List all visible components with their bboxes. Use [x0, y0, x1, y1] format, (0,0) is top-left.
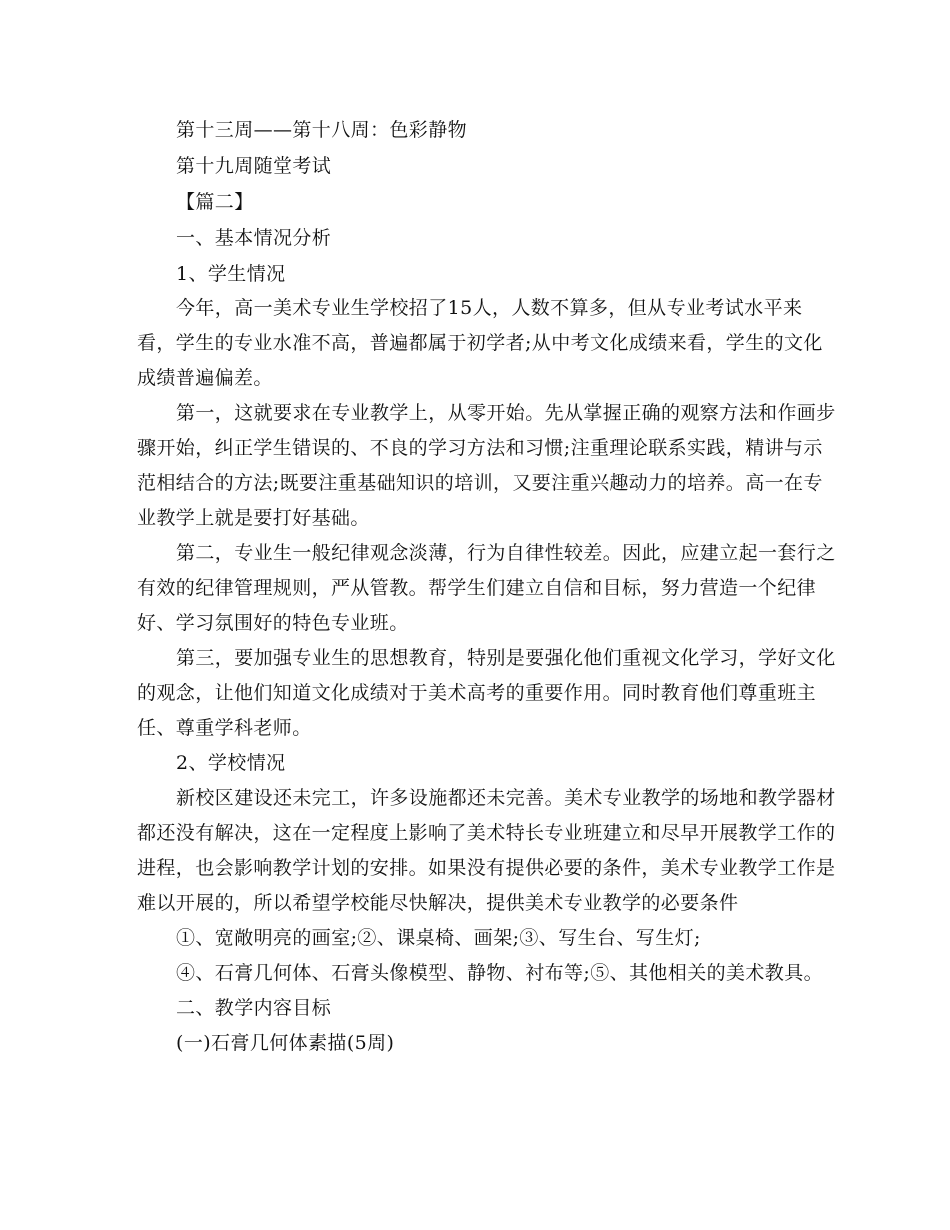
paragraph-line: 看，学生的专业水准不高，普遍都属于初学者;从中考文化成绩来看，学生的文化: [137, 332, 823, 354]
paragraph-line: 骤开始，纠正学生错误的、不良的学习方法和习惯;注重理论联系实践，精讲与示: [137, 437, 823, 459]
paragraph-line: 第三，要加强专业生的思想教育，特别是要强化他们重视文化学习，学好文化: [176, 647, 836, 669]
paragraph-line: 进程，也会影响教学计划的安排。如果没有提供必要的条件，美术专业教学工作是: [137, 857, 836, 879]
heading-basic-situation: 一、基本情况分析: [176, 227, 332, 249]
paragraph-second: [137, 536, 836, 641]
paragraph-school: [137, 781, 836, 921]
week-13-18-line: 第十三周——第十八周：色彩静物: [176, 119, 468, 141]
list-conditions-1: [137, 921, 813, 956]
list-conditions-2: [137, 956, 824, 991]
paragraph-line: 业教学上就是要打好基础。: [137, 507, 370, 529]
subheading-school: [137, 746, 813, 781]
paragraph-line: 任、尊重学科老师。: [137, 717, 312, 739]
subheading-plaster-geometry: [137, 1026, 813, 1061]
document-body: [137, 112, 836, 1061]
section-heading: 【篇二】: [176, 191, 254, 213]
paragraph-line: ④、石膏几何体、石膏头像模型、静物、衬布等;⑤、其他相关的美术教具。: [176, 962, 824, 984]
paragraph-first: [137, 396, 836, 536]
paragraph-line: 今年，高一美术专业生学校招了15人，人数不算多，但从专业考试水平来: [176, 297, 803, 319]
paragraph-line: 2、学校情况: [176, 752, 286, 774]
week-19-line: 第十九周随堂考试: [176, 155, 332, 177]
paragraph-line: 好、学习氛围好的特色专业班。: [137, 612, 409, 634]
paragraph-line: 难以开展的，所以希望学校能尽快解决，提供美术专业教学的必要条件: [137, 892, 739, 914]
paragraph-line: 有效的纪律管理规则，严从管教。帮学生们建立自信和目标，努力营造一个纪律: [137, 577, 817, 599]
paragraph-line: 范相结合的方法;既要注重基础知识的培训，又要注重兴趣动力的培养。高一在专: [137, 472, 823, 494]
subheading-students: 1、学生情况: [176, 263, 286, 285]
paragraph-line: 都还没有解决，这在一定程度上影响了美术特长专业班建立和尽早开展教学工作的: [137, 822, 836, 844]
paragraph-line: ①、宽敞明亮的画室;②、课桌椅、画架;③、写生台、写生灯;: [176, 927, 701, 949]
paragraph-line: 二、教学内容目标: [176, 997, 332, 1019]
paragraph-line: 新校区建设还未完工，许多设施都还未完善。美术专业教学的场地和教学器材: [176, 787, 836, 809]
paragraph-line: 第二，专业生一般纪律观念淡薄，行为自律性较差。因此，应建立起一套行之: [176, 542, 836, 564]
paragraph-line: 成绩普遍偏差。: [137, 367, 273, 389]
paragraph-students: [137, 291, 823, 396]
heading-teaching-goals: [137, 991, 813, 1026]
paragraph-third: [137, 641, 836, 746]
paragraph-line: 的观念，让他们知道文化成绩对于美术高考的重要作用。同时教育他们尊重班主: [137, 682, 817, 704]
paragraph-line: (一)石膏几何体素描(5周): [176, 1032, 395, 1054]
paragraph-line: 第一，这就要求在专业教学上，从零开始。先从掌握正确的观察方法和作画步: [176, 402, 836, 424]
